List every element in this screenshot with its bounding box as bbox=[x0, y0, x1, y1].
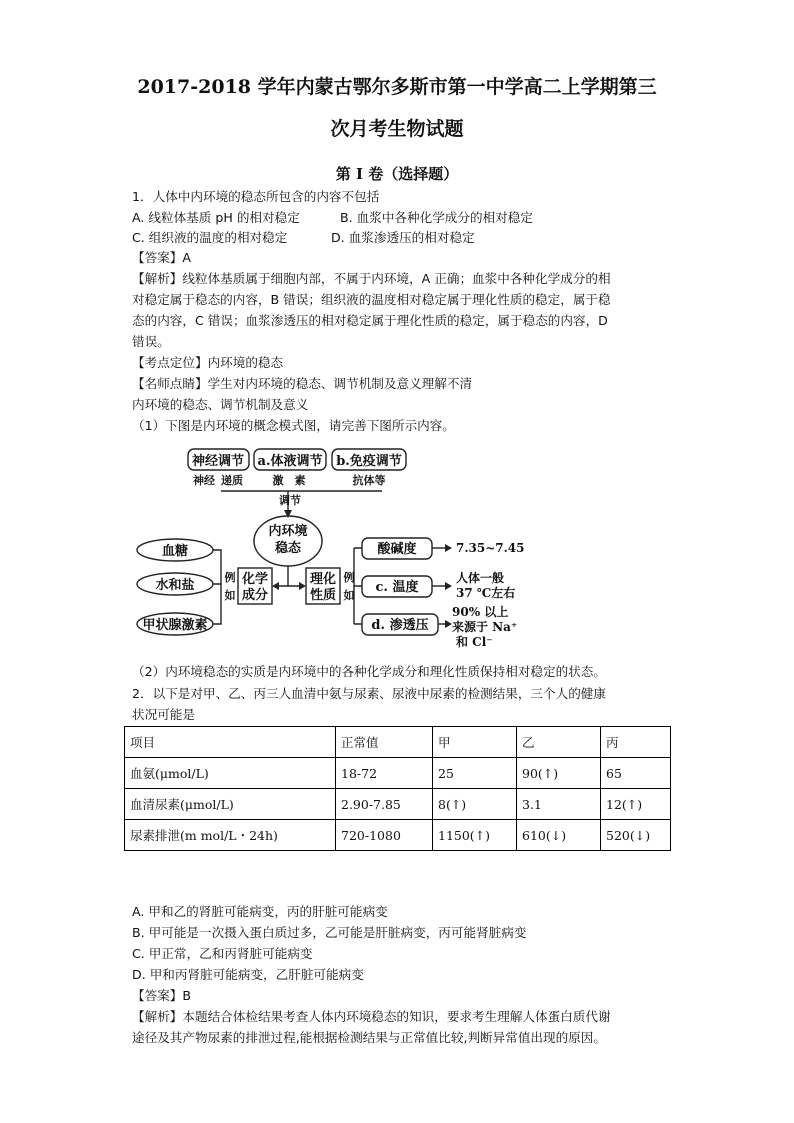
table-cell: 血清尿素(μmol/L) bbox=[125, 789, 336, 820]
right-bracket bbox=[354, 548, 362, 624]
section-heading: 第 I 卷（选择题） bbox=[335, 165, 459, 183]
label-immune-regulation: b.免疫调节 bbox=[336, 454, 402, 469]
q2-table bbox=[124, 726, 671, 851]
table-row bbox=[125, 820, 671, 851]
q1-part-1: （1）下图是内环境的概念模式图，请完善下图所示内容。 bbox=[132, 418, 455, 433]
q2-analysis-line: 【解析】本题结合体检结果考查人体内环境稳态的知识，要求考生理解人体蛋白质代谢 bbox=[132, 1009, 611, 1024]
title-line-2: 次月考生物试题 bbox=[330, 118, 464, 140]
left-label-2: 水和盐 bbox=[155, 578, 195, 593]
right-eg-1: 例 bbox=[343, 571, 355, 584]
sub-label-antibody: 抗体等 bbox=[352, 474, 386, 487]
left-eg-1: 例 bbox=[224, 571, 236, 584]
table-header-cell: 甲 bbox=[433, 727, 517, 758]
table-cell: 12(↑) bbox=[601, 789, 671, 820]
q2-answer: 【答案】B bbox=[132, 988, 192, 1003]
sub-label-hormone: 激 素 bbox=[272, 474, 306, 487]
ph-value: 7.35~7.45 bbox=[456, 541, 525, 555]
table-cell: 1150(↑) bbox=[433, 820, 517, 851]
q2-option-c: C. 甲正常，乙和丙肾脏可能病变 bbox=[132, 946, 313, 961]
table-header-cell: 正常值 bbox=[336, 727, 433, 758]
q1-analysis-line: 态的内容，C 错误；血浆渗透压的相对稳定属于理化性质的稳定，属于稳态的内容，D bbox=[132, 313, 608, 328]
phys-label-2: 性质 bbox=[309, 588, 337, 603]
q1-kaodian: 【考点定位】内环境的稳态 bbox=[132, 355, 284, 370]
temp-line-2: 37 ℃左右 bbox=[456, 586, 516, 600]
table-header-cell: 丙 bbox=[601, 727, 671, 758]
title-line-1: 2017-2018 学年内蒙古鄂尔多斯市第一中学高二上学期第三 bbox=[137, 76, 657, 98]
label-nerve-regulation: 神经调节 bbox=[191, 454, 245, 469]
sub-label-nerve: 神经 bbox=[193, 474, 215, 487]
q1-analysis-line: 错误。 bbox=[132, 334, 170, 349]
chem-arrowhead bbox=[272, 582, 279, 590]
left-eg-2: 如 bbox=[224, 589, 236, 602]
table-cell: 720-1080 bbox=[336, 820, 433, 851]
osm-line-2: 来源于 Na⁺ bbox=[452, 620, 518, 634]
regulate-arrowhead bbox=[284, 510, 292, 518]
osm-line-1: 90% 以上 bbox=[452, 605, 509, 619]
table-cell: 尿素排泄(m mol/L・24h) bbox=[125, 820, 336, 851]
q2-stem-line-2: 状况可能是 bbox=[132, 707, 195, 722]
q1-option-b: B. 血浆中各种化学成分的相对稳定 bbox=[340, 210, 533, 225]
table-cell: 2.90-7.85 bbox=[336, 789, 433, 820]
table-header-row bbox=[125, 727, 671, 758]
q1-analysis-line: 对稳定属于稳态的内容，B 错误；组织液的温度相对稳定属于理化性质的稳定，属于稳 bbox=[132, 292, 611, 307]
osm-line-3: 和 Cl⁻ bbox=[456, 635, 493, 649]
table-row bbox=[125, 758, 671, 789]
table-cell: 25 bbox=[433, 758, 517, 789]
q1-stem: 1．人体中内环境的稳态所包含的内容不包括 bbox=[132, 189, 380, 204]
table-header-cell: 乙 bbox=[517, 727, 601, 758]
right-label-2: c. 温度 bbox=[375, 580, 419, 595]
q1-option-d: D. 血浆渗透压的相对稳定 bbox=[331, 230, 475, 245]
table-cell: 520(↓) bbox=[601, 820, 671, 851]
sub-label-transmitter: 递质 bbox=[221, 474, 243, 487]
q1-topic: 内环境的稳态、调节机制及意义 bbox=[132, 397, 309, 412]
label-humoral-regulation: a.体液调节 bbox=[257, 454, 323, 469]
q1-analysis-line: 【解析】线粒体基质属于细胞内部，不属于内环境，A 正确；血浆中各种化学成分的相 bbox=[132, 271, 611, 286]
ph-arrowhead bbox=[445, 544, 452, 552]
right-label-3: d. 渗透压 bbox=[371, 618, 429, 633]
table-cell: 610(↓) bbox=[517, 820, 601, 851]
phys-arrowhead bbox=[299, 582, 306, 590]
table-cell: 8(↑) bbox=[433, 789, 517, 820]
table-cell: 65 bbox=[601, 758, 671, 789]
q2-analysis-line: 途径及其产物尿素的排泄过程,能根据检测结果与正常值比较,判断异常值出现的原因。 bbox=[132, 1030, 606, 1045]
center-label-2: 稳态 bbox=[274, 541, 302, 556]
q1-option-a: A. 线粒体基质 pH 的相对稳定 bbox=[132, 210, 300, 225]
table-row bbox=[125, 789, 671, 820]
temp-arrowhead bbox=[445, 582, 452, 590]
table-cell: 3.1 bbox=[517, 789, 601, 820]
q1-part-2: （2）内环境稳态的实质是内环境中的各种化学成分和理化性质保持相对稳定的状态。 bbox=[132, 664, 606, 679]
table-cell: 血氨(μmol/L) bbox=[125, 758, 336, 789]
chem-label-1: 化学 bbox=[241, 572, 269, 587]
right-label-1: 酸碱度 bbox=[377, 542, 417, 557]
left-label-3: 甲状腺激素 bbox=[142, 618, 208, 633]
q1-answer: 【答案】A bbox=[132, 250, 191, 265]
right-eg-2: 如 bbox=[343, 589, 355, 602]
left-label-1: 血糖 bbox=[161, 544, 189, 559]
q2-option-d: D. 甲和丙肾脏可能病变，乙肝脏可能病变 bbox=[132, 967, 364, 982]
regulate-label: 调节 bbox=[279, 494, 301, 507]
q2-option-b: B. 甲可能是一次摄入蛋白质过多，乙可能是肝脏病变，丙可能肾脏病变 bbox=[132, 925, 527, 940]
chem-label-2: 成分 bbox=[241, 588, 269, 603]
center-label-1: 内环境 bbox=[268, 524, 308, 539]
q1-option-c: C. 组织液的温度的相对稳定 bbox=[132, 230, 288, 245]
osm-arrowhead bbox=[445, 620, 452, 628]
table-cell: 18-72 bbox=[336, 758, 433, 789]
table-header-cell: 项目 bbox=[125, 727, 336, 758]
phys-label-1: 理化 bbox=[309, 572, 337, 587]
temp-line-1: 人体一般 bbox=[456, 571, 505, 585]
left-bracket bbox=[213, 550, 221, 624]
table-cell: 90(↑) bbox=[517, 758, 601, 789]
q2-option-a: A. 甲和乙的肾脏可能病变，丙的肝脏可能病变 bbox=[132, 904, 388, 919]
q2-stem-line-1: 2．以下是对甲、乙、丙三人血清中氨与尿素、尿液中尿素的检测结果，三个人的健康 bbox=[132, 686, 606, 701]
q1-mingshi: 【名师点睛】学生对内环境的稳态、调节机制及意义理解不清 bbox=[132, 376, 473, 391]
